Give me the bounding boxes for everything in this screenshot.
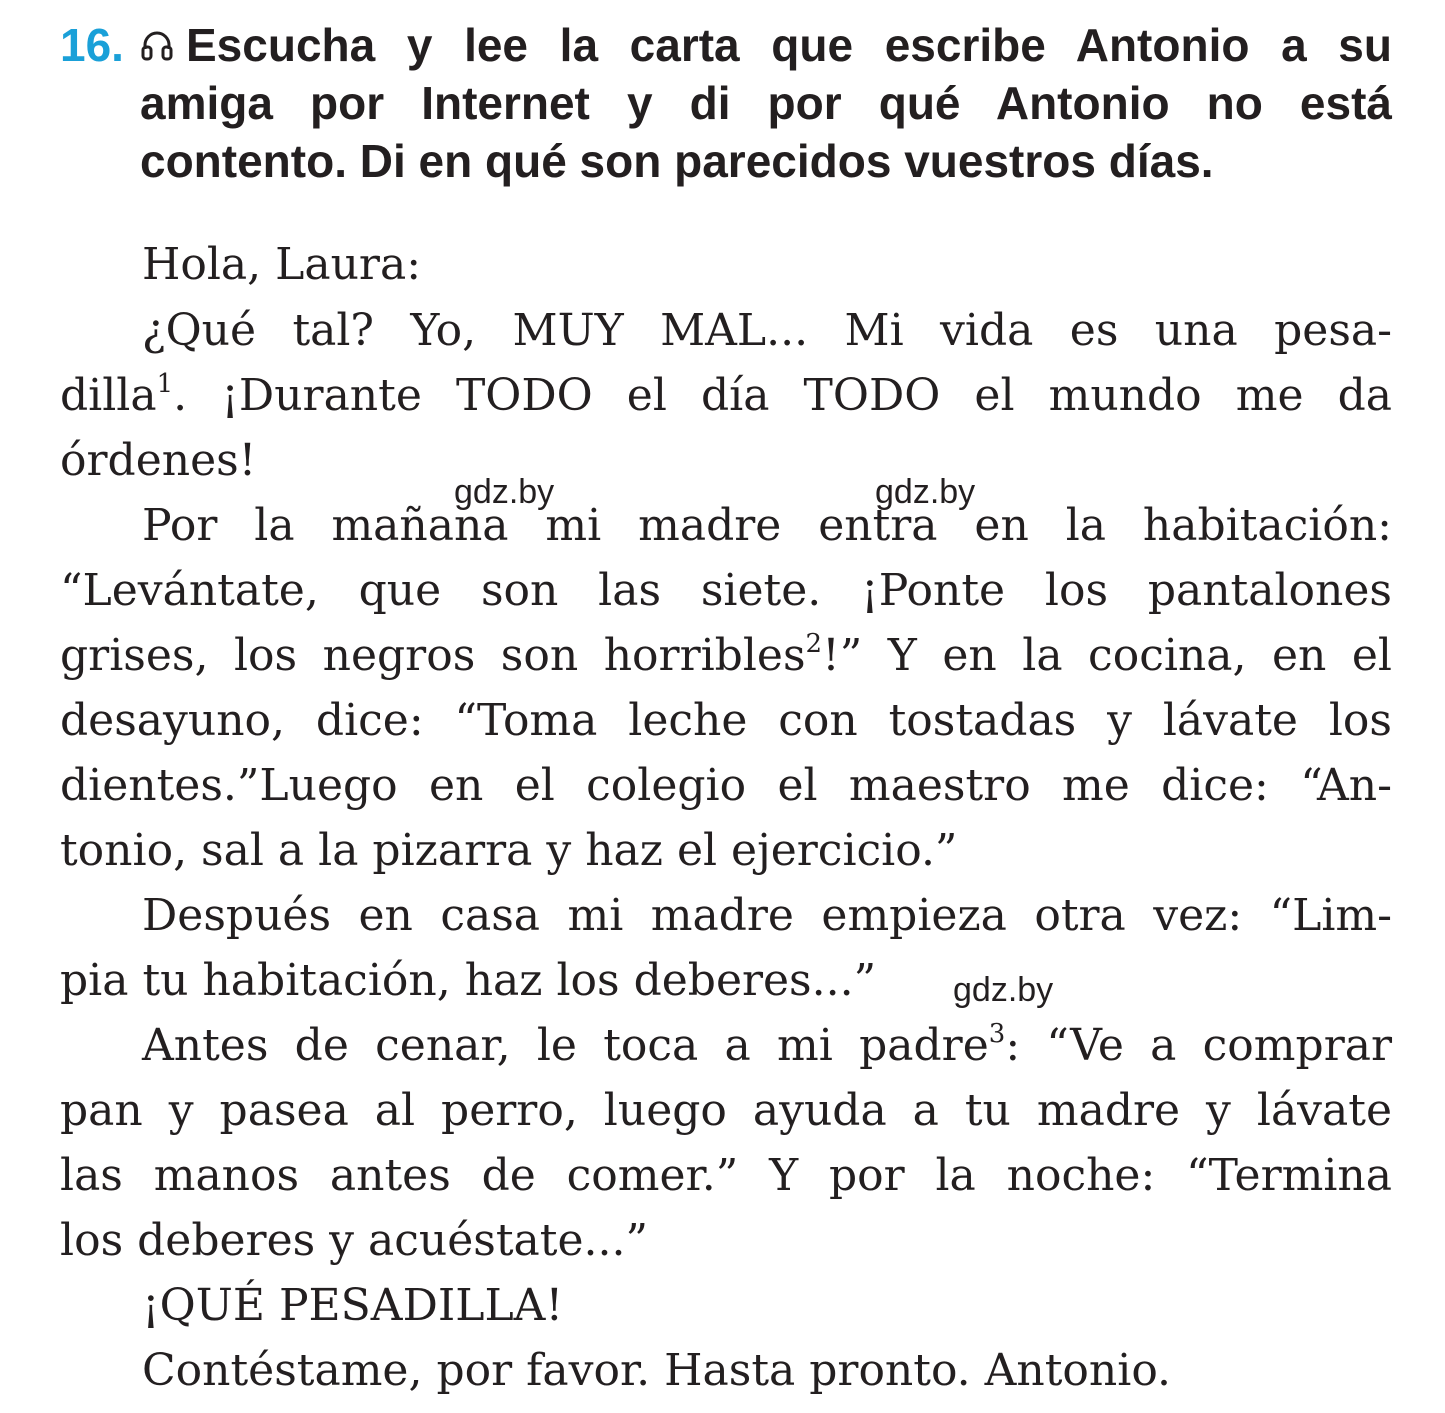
letter-line: desayuno, dice: “Toma leche con tostadas y lávate los [60, 695, 1392, 746]
task-instructions [140, 16, 1392, 190]
task-number: 16. [60, 19, 124, 71]
task-line-3: contento. Di en qué son parecidos vuestros días. [140, 135, 1214, 187]
letter-line: dientes.”Luego en el colegio el maestro me dice: “An- [60, 760, 1392, 811]
letter-exclamation: ¡QUÉ PESADILLA! [142, 1280, 564, 1331]
letter-text: dilla [60, 370, 157, 421]
letter-line: Por la mañana mi madre entra en la habitación: [142, 500, 1392, 551]
footnote-ref: 3 [988, 1019, 1006, 1049]
watermark: gdz.by [454, 473, 555, 511]
letter-line [60, 363, 1392, 429]
watermark: gdz.by [953, 971, 1054, 1009]
headphones-icon [140, 29, 174, 63]
letter-text: !” Y en la cocina, en el [822, 630, 1392, 681]
letter-text: grises, los negros son horribles [60, 630, 806, 681]
letter-line: los deberes y acuéstate...” [60, 1215, 648, 1266]
letter-text: Antes de cenar, le toca a mi padre [142, 1020, 989, 1071]
task-line-1 [140, 16, 1392, 74]
letter-greeting: Hola, Laura: [142, 239, 422, 290]
task-line-2: amiga por Internet y di por qué Antonio no está [140, 77, 1392, 129]
footnote-ref: 1 [156, 369, 174, 399]
letter-closing: Contéstame, por favor. Hasta pronto. Antonio. [142, 1345, 1172, 1396]
letter-text: : “Ve a comprar [1005, 1020, 1392, 1071]
letter-line [60, 623, 1392, 689]
letter-line: tonio, sal a la pizarra y haz el ejercicio.” [60, 825, 958, 876]
letter-line: pia tu habitación, haz los deberes...” [60, 955, 877, 1006]
watermark: gdz.by [875, 473, 976, 511]
letter-line: “Levántate, que son las siete. ¡Ponte los pantalones [60, 565, 1392, 616]
letter-line [142, 1013, 1392, 1079]
letter-line: pan y pasea al perro, luego ayuda a tu madre y lávate [60, 1085, 1392, 1136]
footnote-ref: 2 [805, 629, 823, 659]
letter-text: . ¡Durante TODO el día TODO el mundo me da [173, 370, 1392, 421]
letter-line: las manos antes de comer.” Y por la noche: “Termina [60, 1150, 1392, 1201]
letter-line: ¿Qué tal? Yo, MUY MAL... Mi vida es una pesa- [142, 305, 1392, 356]
task-line-text: Escucha y lee la carta que escribe Antonio a su [186, 19, 1392, 71]
letter-line: Después en casa mi madre empieza otra vez: “Lim- [142, 890, 1392, 941]
letter-line: órdenes! [60, 435, 257, 486]
